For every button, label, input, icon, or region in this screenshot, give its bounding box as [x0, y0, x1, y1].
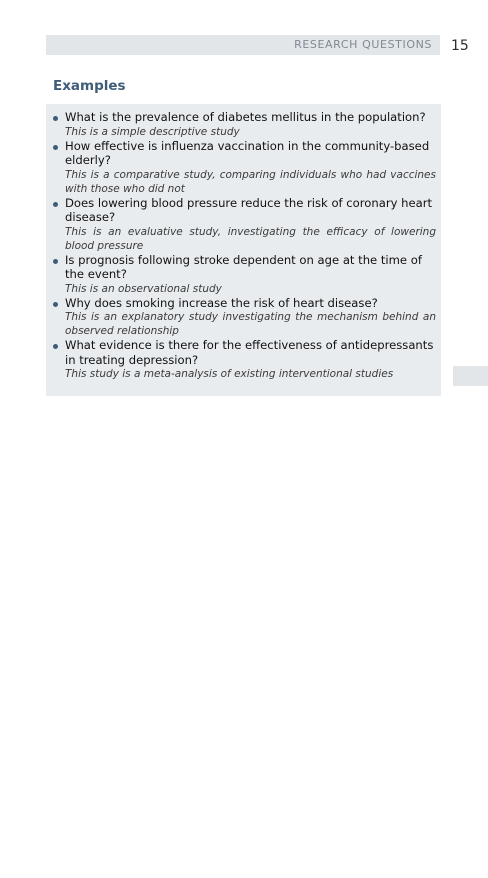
- example-question: Why does smoking increase the risk of heart disease?: [65, 295, 378, 310]
- example-note: This is an explanatory study investigating the mechanism behind an observed relationship: [65, 311, 436, 337]
- thumb-index-tab: [453, 366, 488, 386]
- example-item: [46, 110, 441, 139]
- page-number: 15: [451, 38, 469, 54]
- bullet-icon: [53, 259, 58, 264]
- example-note: This is an observational study: [65, 282, 222, 295]
- example-note: This is an evaluative study, investigating the efficacy of lowering blood pressure: [65, 225, 436, 252]
- running-header-band: [46, 35, 440, 55]
- example-question: What evidence is there for the effectiveness of antidepressants in treating depression?: [65, 338, 434, 367]
- bullet-icon: [53, 344, 58, 349]
- example-question: How effective is influenza vaccination in the community-based elderly?: [65, 138, 430, 167]
- example-question: Does lowering blood pressure reduce the risk of coronary heart disease?: [65, 195, 433, 224]
- example-item: [46, 338, 441, 381]
- example-item: [46, 296, 441, 339]
- example-question: What is the prevalence of diabetes mellitus in the population?: [65, 110, 426, 124]
- example-item: [46, 253, 441, 296]
- example-note: This is a simple descriptive study: [65, 125, 240, 138]
- bullet-icon: [53, 302, 58, 307]
- bullet-icon: [53, 202, 58, 207]
- bullet-icon: [53, 145, 58, 150]
- example-note: This study is a meta-analysis of existing interventional studies: [65, 368, 394, 380]
- section-heading: Examples: [53, 78, 126, 94]
- example-note: This is a comparative study, comparing individuals who had vaccines with those who did not: [65, 168, 436, 195]
- examples-list: [46, 110, 441, 381]
- bullet-icon: [53, 116, 58, 121]
- example-item: [46, 139, 441, 196]
- examples-box: [46, 104, 441, 396]
- example-item: [46, 196, 441, 253]
- running-header-title: RESEARCH QUESTIONS: [294, 38, 432, 51]
- example-question: Is prognosis following stroke dependent on age at the time of the event?: [65, 252, 422, 281]
